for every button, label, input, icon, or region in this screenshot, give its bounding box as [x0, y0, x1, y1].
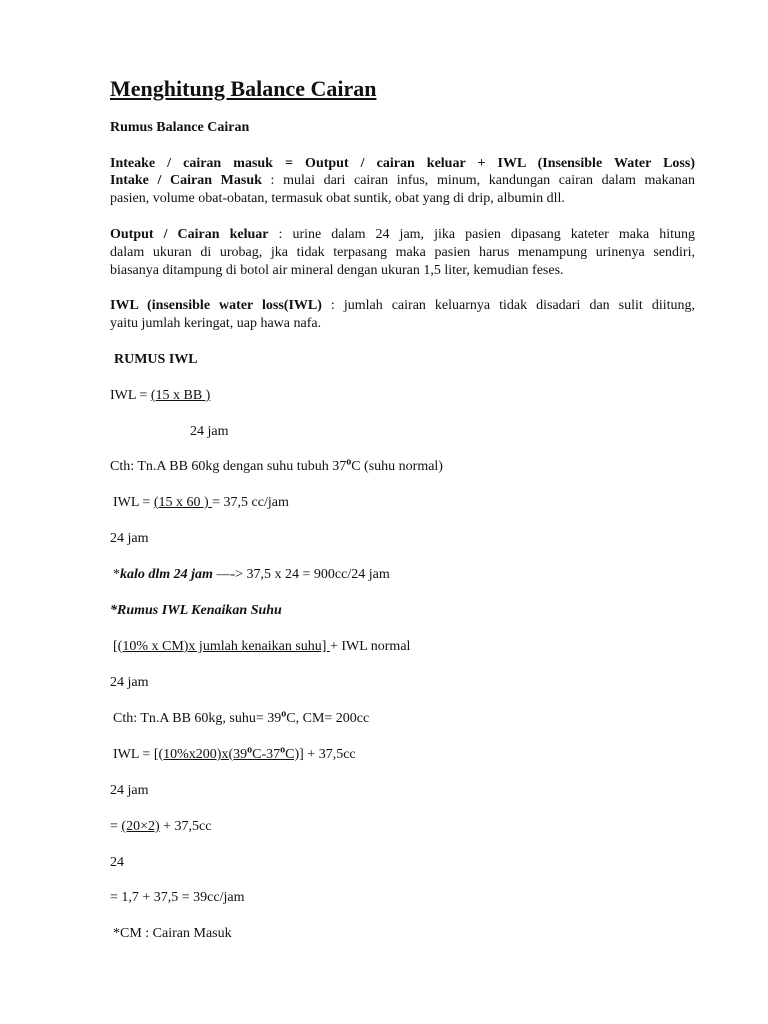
example-2-iwl-numerator [153, 744, 304, 762]
example-2-result: = 1,7 + 37,5 = 39cc/jam [110, 890, 245, 905]
step-numerator: (20×2) [121, 819, 160, 834]
example-1-iwl-numerator: (15 x 60 ) [153, 495, 213, 510]
example-1-line [110, 458, 695, 476]
step-denominator: 24 [110, 855, 124, 870]
section-subtitle: Rumus Balance Cairan [110, 120, 250, 135]
page-title: Menghitung Balance Cairan [110, 76, 377, 101]
example-2-denominator: 24 jam [110, 783, 149, 798]
example-1-text-b: C (suhu normal) [351, 459, 443, 474]
output-label: Output / Cairan keluar [110, 227, 269, 242]
example-1-iwl-result: = 37,5 cc/jam [212, 495, 289, 510]
intake-line-1 [110, 172, 695, 190]
step-rest: + 37,5cc [159, 819, 212, 834]
intake-label: Intake / Cairan Masuk [110, 173, 262, 188]
example-2-num-a: [(10%x200)x(39 [153, 747, 248, 762]
kenaikan-denominator: 24 jam [110, 675, 149, 690]
output-line-2: dalam ukuran di urobag, jka tidak terpasang maka pasien harus menampung urinenya sendiri, [110, 245, 695, 260]
degree-symbol: o [247, 744, 253, 756]
example-1-denominator: 24 jam [110, 531, 149, 546]
output-line-1 [110, 226, 695, 244]
kenaikan-suhu-heading: *Rumus IWL Kenaikan Suhu [110, 603, 282, 618]
intake-line-2: pasien, volume obat-obatan, termasuk obat suntik, obat yang di drip, albumin dll. [110, 191, 565, 206]
kenaikan-rest: + IWL normal [329, 639, 411, 654]
asterisk: * [113, 567, 120, 582]
kalo-text: —-> 37,5 x 24 = 900cc/24 jam [212, 567, 390, 582]
rumus-prefix: IWL = [110, 388, 151, 403]
intake-text-1: : mulai dari cairan infus, minum, kandungan cairan dalam makanan [261, 173, 695, 188]
rumus-iwl-formula [110, 387, 695, 405]
example-2-line [113, 710, 698, 728]
example-2-text-b: C, CM= 200cc [286, 711, 370, 726]
example-2-num-b: C-37 [252, 747, 281, 762]
example-1-iwl [113, 494, 698, 512]
iwl-text-1: : jumlah cairan keluarnya tidak disadari dan sulit diitung, [321, 298, 695, 313]
degree-symbol: o [280, 744, 286, 756]
iwl-label: IWL (insensible water loss(IWL) [110, 298, 322, 313]
rumus-numerator: (15 x BB ) [150, 388, 211, 403]
balance-formula-line: Inteake / cairan masuk = Output / cairan keluar + IWL (Insensible Water Loss) [110, 156, 695, 171]
example-2-num-c: C)] [285, 747, 304, 762]
example-2-text-a: Cth: Tn.A BB 60kg, suhu= 39 [113, 711, 282, 726]
example-2-iwl [113, 746, 698, 764]
example-2-iwl-prefix: IWL = [113, 747, 154, 762]
example-1-iwl-prefix: IWL = [113, 495, 154, 510]
example-2-step [110, 818, 695, 836]
example-2-iwl-rest: + 37,5cc [303, 747, 356, 762]
iwl-definition-line-2: yaitu jumlah keringat, uap hawa nafa. [110, 316, 322, 331]
kenaikan-numerator: [(10% x CM)x jumlah kenaikan suhu] [113, 639, 330, 654]
rumus-iwl-heading: RUMUS IWL [114, 352, 198, 367]
kalo-label: kalo dlm 24 jam [120, 567, 213, 582]
footnote: *CM : Cairan Masuk [113, 926, 232, 941]
rumus-denominator: 24 jam [190, 424, 229, 439]
output-line-3: biasanya ditampung di botol air mineral dengan ukuran 1,5 liter, kemudian feses. [110, 263, 564, 278]
example-1-daily-line [113, 566, 698, 584]
degree-symbol: o [346, 456, 352, 468]
step-prefix: = [110, 819, 122, 834]
example-1-text-a: Cth: Tn.A BB 60kg dengan suhu tubuh 37 [110, 459, 347, 474]
kenaikan-formula [113, 638, 698, 656]
output-text-1: : urine dalam 24 jam, jika pasien dipasang kateter maka hitung [268, 227, 695, 242]
iwl-definition-line-1 [110, 297, 695, 315]
degree-symbol: o [281, 708, 287, 720]
